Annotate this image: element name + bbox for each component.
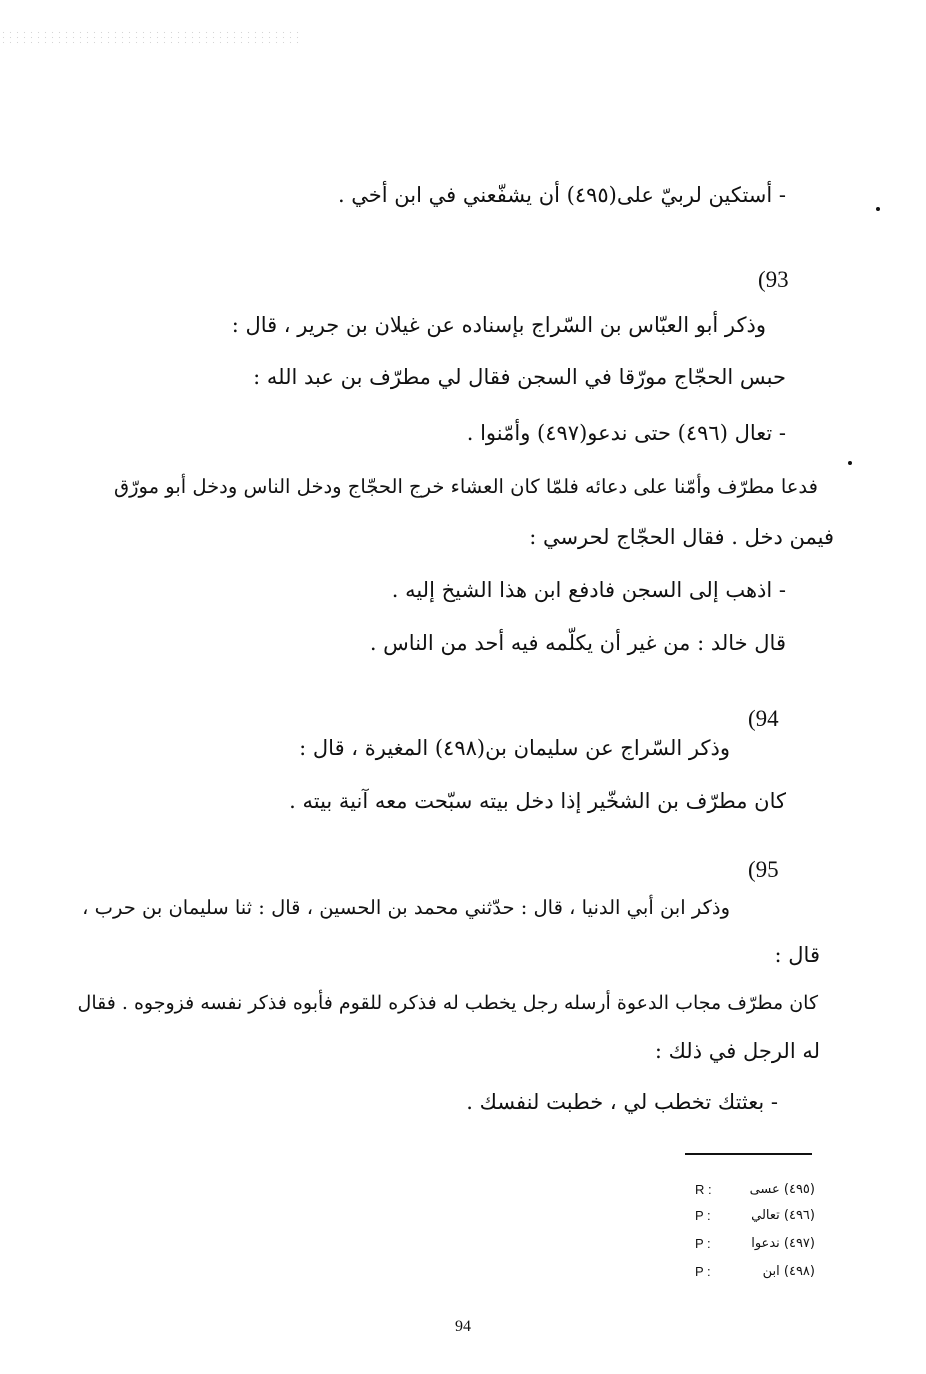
text-line: حبس الحجّاج مورّقا في السجن فقال لي مطرّف بن عبد الله :	[253, 365, 786, 389]
text-line: - اذهب إلى السجن فادفع ابن هذا الشيخ إليه .	[391, 578, 786, 602]
stray-mark	[876, 207, 880, 211]
text-line: قال :	[774, 943, 820, 967]
footnote-code: R :	[695, 1182, 712, 1197]
footnote	[695, 1234, 815, 1254]
footnote	[695, 1262, 815, 1282]
text-line: كان مطرّف بن الشخّير إذا دخل بيته سبّحت معه آنية بيته .	[289, 789, 786, 813]
section-number-95: (95	[748, 857, 779, 882]
footnote-text: (٤٩٨) ابن	[762, 1264, 815, 1279]
footnote-text: (٤٩٥) عسى	[749, 1182, 815, 1197]
text-line: فدعا مطرّف وأمّنا على دعائه فلمّا كان العشاء خرج الحجّاج ودخل الناس ودخل أبو مورّق	[113, 475, 818, 498]
footnote-code: P :	[695, 1264, 711, 1279]
text-line: - أستكين لربيّ على(٤٩٥) أن يشفّعني في ابن أخي .	[337, 183, 786, 207]
page-number: 94	[455, 1318, 471, 1335]
footnote	[695, 1180, 815, 1200]
text-line: فيمن دخل . فقال الحجّاج لحرسي :	[529, 525, 834, 549]
stray-mark	[848, 461, 852, 465]
scan-noise	[0, 30, 300, 44]
footnote-code: P :	[695, 1236, 711, 1251]
section-number-94: (94	[748, 706, 779, 731]
text-line: له الرجل في ذلك :	[654, 1039, 820, 1063]
text-line: كان مطرّف مجاب الدعوة أرسله رجل يخطب له فذكره للقوم فأبوه فذكر نفسه فزوجوه . فقال	[77, 992, 818, 1014]
section-number-93: (93	[758, 267, 789, 292]
footnote-text: (٤٩٦) تعالي	[751, 1208, 815, 1223]
text-line: - بعثتك تخطب لي ، خطبت لنفسك .	[466, 1090, 778, 1114]
text-line: وذكر ابن أبي الدنيا ، قال : حدّثني محمد بن الحسين ، قال : ثنا سليمان بن حرب ،	[82, 896, 730, 919]
text-line: قال خالد : من غير أن يكلّمه فيه أحد من الناس .	[369, 631, 786, 655]
footnote-divider	[685, 1153, 812, 1155]
footnote	[695, 1206, 815, 1226]
text-line: - تعال (٤٩٦) حتى ندعو(٤٩٧) وأمّنوا .	[466, 421, 786, 445]
text-line: وذكر السّراج عن سليمان بن(٤٩٨) المغيرة ، قال :	[299, 736, 730, 760]
footnote-text: (٤٩٧) ندعوا	[751, 1236, 815, 1251]
text-line: وذكر أبو العبّاس بن السّراج بإسناده عن غيلان بن جرير ، قال :	[231, 313, 766, 337]
footnote-code: P :	[695, 1208, 711, 1223]
